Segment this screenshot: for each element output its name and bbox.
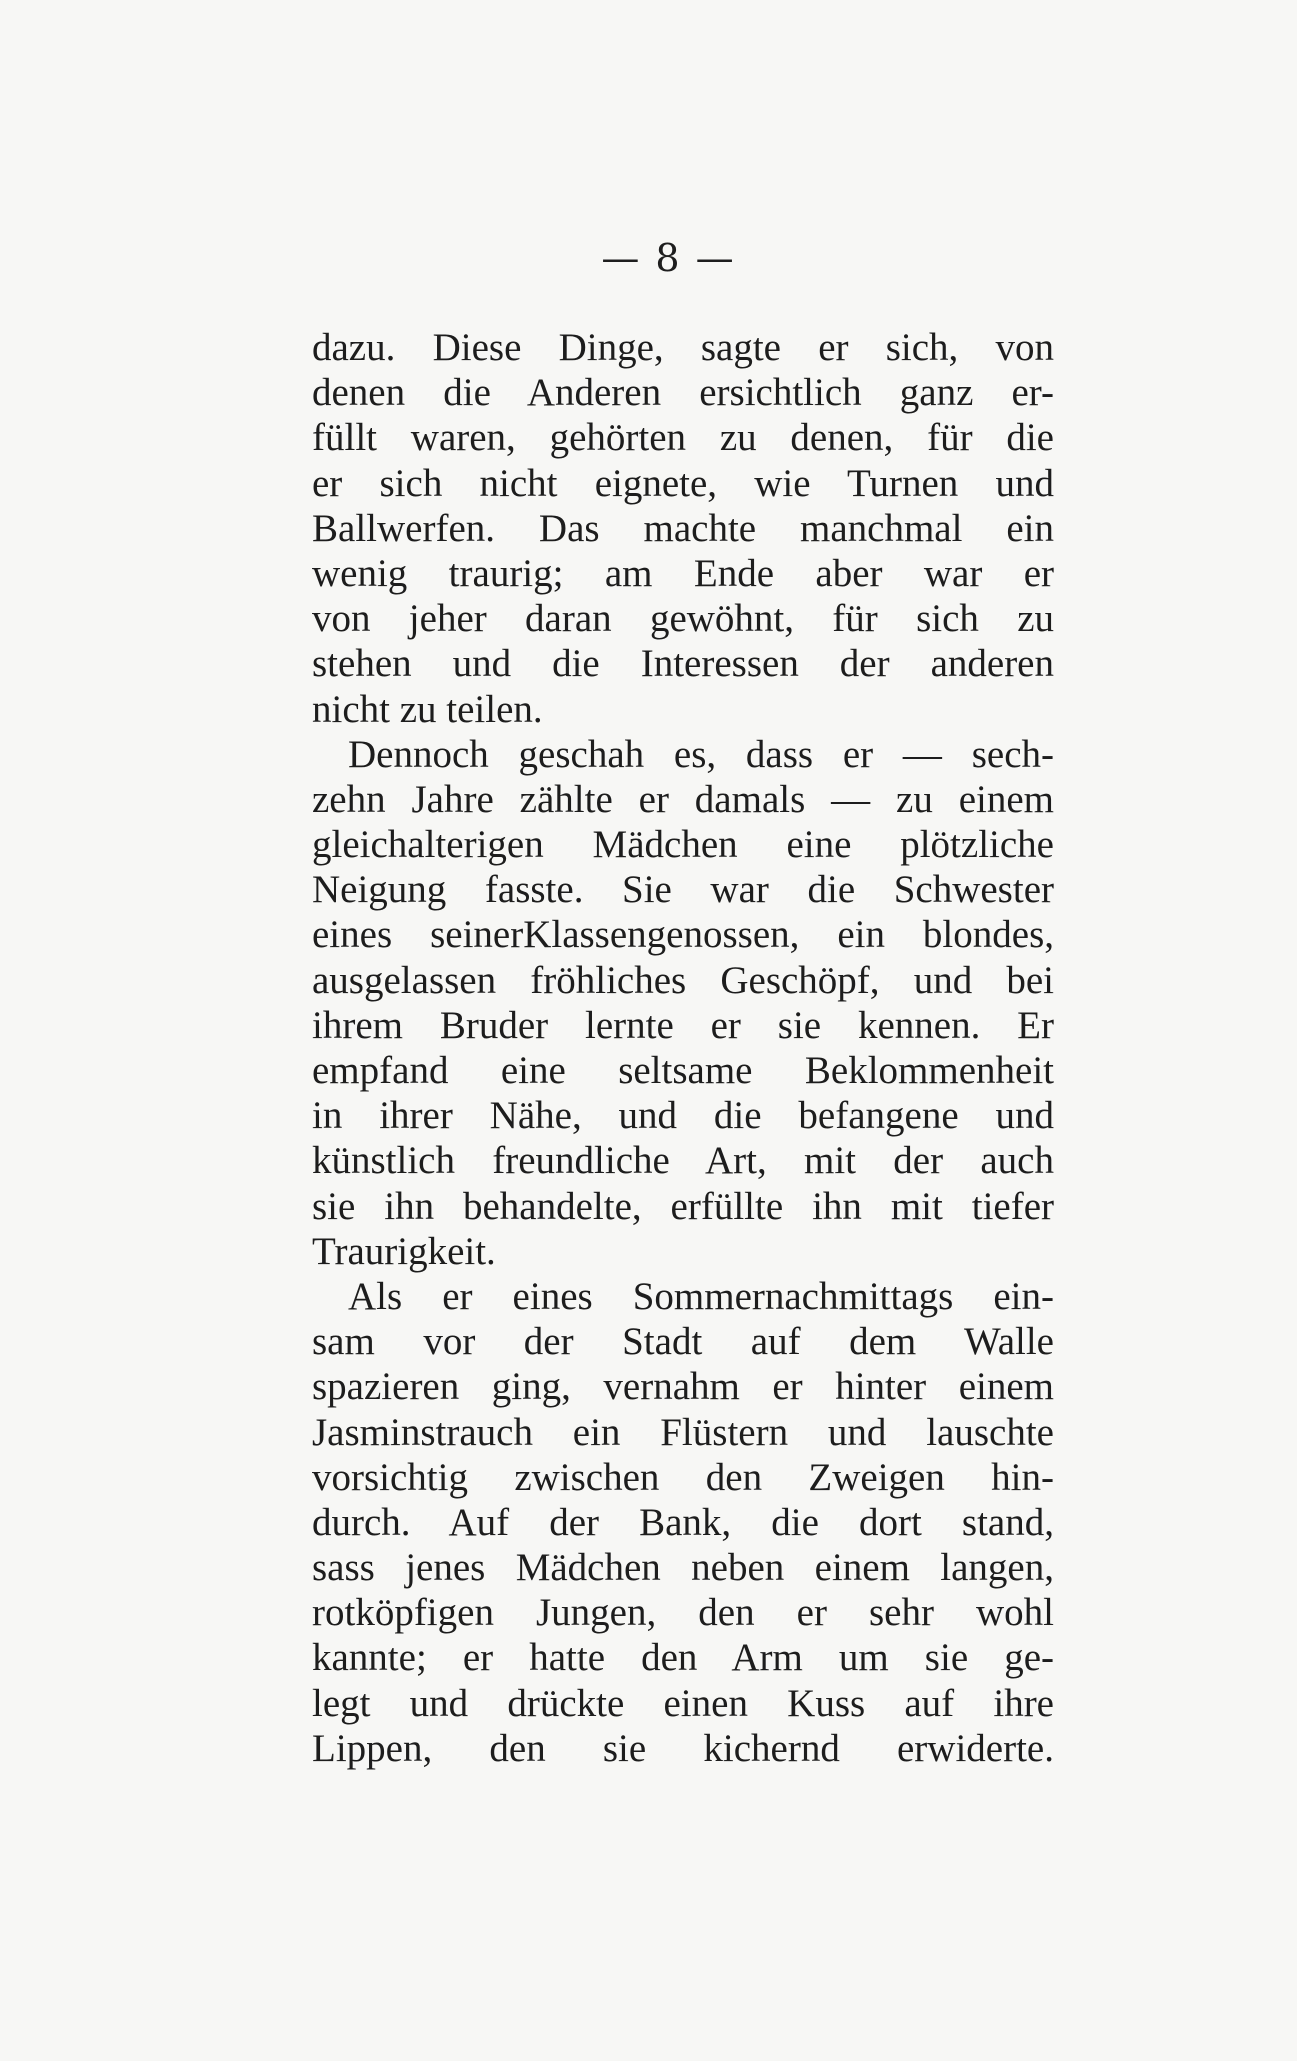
text-line: sam vor der Stadt auf dem Walle (312, 1320, 1054, 1364)
text-line: nicht zu teilen. (312, 687, 543, 731)
text-line: Als er eines Sommernachmittags ein- (348, 1274, 1054, 1318)
text-line: Ballwerfen. Das machte manchmal ein (312, 506, 1054, 550)
text-line: ihrem Bruder lernte er sie kennen. Er (312, 1003, 1054, 1047)
text-line: denen die Anderen ersichtlich ganz er- (312, 371, 1054, 415)
text-line: füllt waren, gehörten zu denen, für die (312, 416, 1054, 460)
text-line: Neigung fasste. Sie war die Schwester (312, 868, 1054, 912)
text-line: zehn Jahre zählte er damals — zu einem (312, 777, 1054, 821)
text-line: Jasminstrauch ein Flüstern und lauschte (312, 1410, 1054, 1454)
text-line: legt und drückte einen Kuss auf ihre (312, 1681, 1054, 1725)
text-line: wenig traurig; am Ende aber war er (312, 551, 1054, 595)
text-line: vorsichtig zwischen den Zweigen hin- (312, 1455, 1054, 1499)
body-text (312, 325, 1054, 1771)
text-line: Dennoch geschah es, dass er — sech- (348, 732, 1054, 776)
text-line: in ihrer Nähe, und die befangene und (312, 1094, 1054, 1138)
text-line: Traurigkeit. (312, 1229, 496, 1273)
text-line: künstlich freundliche Art, mit der auch (312, 1139, 1054, 1183)
text-line: kannte; er hatte den Arm um sie ge- (312, 1636, 1054, 1680)
text-line: ausgelassen fröhliches Geschöpf, und bei (312, 958, 1054, 1002)
page-number: — 8 — (601, 236, 736, 280)
text-line: er sich nicht eignete, wie Turnen und (312, 461, 1054, 505)
text-line: eines seinerKlassengenossen, ein blondes, (312, 913, 1054, 957)
text-line: sie ihn behandelte, erfüllte ihn mit tiefer (312, 1184, 1054, 1228)
text-line: stehen und die Interessen der anderen (312, 642, 1054, 686)
text-line: rotköpfigen Jungen, den er sehr wohl (312, 1591, 1054, 1635)
text-line: durch. Auf der Bank, die dort stand, (312, 1500, 1054, 1544)
text-line: spazieren ging, vernahm er hinter einem (312, 1365, 1054, 1409)
text-line: gleichalterigen Mädchen eine plötzliche (312, 823, 1054, 867)
text-line: dazu. Diese Dinge, sagte er sich, von (312, 326, 1054, 369)
text-line: empfand eine seltsame Beklommenheit (312, 1049, 1054, 1092)
text-line: sass jenes Mädchen neben einem langen, (312, 1546, 1054, 1590)
text-line: Lippen, den sie kichernd erwiderte. (312, 1726, 1054, 1770)
text-line: von jeher daran gewöhnt, für sich zu (312, 597, 1054, 641)
